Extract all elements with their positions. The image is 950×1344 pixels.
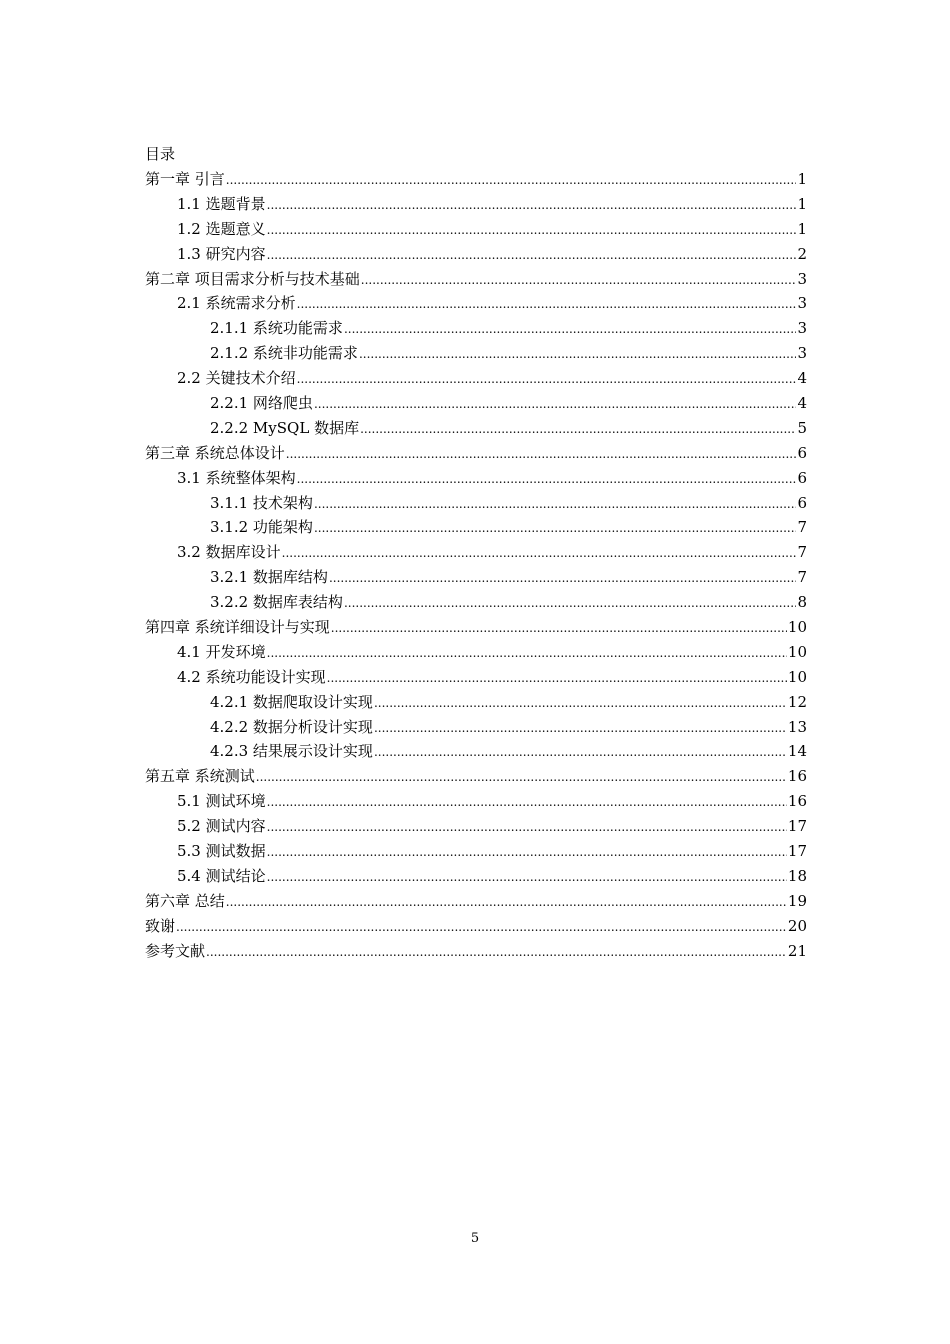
toc-entry[interactable] — [145, 416, 807, 441]
table-of-contents — [145, 167, 807, 964]
toc-entry-page: 3 — [797, 294, 807, 313]
toc-entry-label: 4.2.1 数据爬取设计实现 — [210, 692, 373, 711]
toc-entry[interactable] — [145, 789, 807, 814]
toc-entry-page: 8 — [797, 593, 807, 612]
toc-entry-label: 3.2.1 数据库结构 — [210, 568, 328, 587]
toc-entry-page: 6 — [797, 493, 807, 512]
toc-entry[interactable] — [145, 217, 807, 242]
toc-entry-label: 参考文献 — [145, 941, 206, 960]
toc-entry-page: 16 — [787, 792, 807, 811]
toc-entry[interactable] — [145, 540, 807, 565]
toc-entry[interactable] — [145, 839, 807, 864]
toc-entry[interactable] — [145, 491, 807, 516]
toc-entry[interactable] — [145, 441, 807, 466]
toc-dot-leader — [267, 865, 787, 890]
toc-entry-page: 17 — [787, 842, 807, 861]
toc-entry[interactable] — [145, 914, 807, 939]
toc-entry[interactable] — [145, 640, 807, 665]
toc-dot-leader — [226, 168, 797, 193]
toc-dot-leader — [360, 417, 796, 442]
toc-entry-label: 5.4 测试结论 — [177, 866, 266, 885]
toc-dot-leader — [286, 442, 797, 467]
toc-entry-label: 3.1.1 技术架构 — [210, 493, 313, 512]
toc-entry[interactable] — [145, 316, 807, 341]
toc-entry-label: 2.1 系统需求分析 — [177, 294, 296, 313]
toc-entry[interactable] — [145, 889, 807, 914]
toc-entry-page: 2 — [797, 244, 807, 263]
toc-dot-leader — [331, 616, 787, 641]
toc-entry-page: 1 — [797, 219, 807, 238]
toc-entry-label: 1.1 选题背景 — [177, 194, 266, 213]
toc-dot-leader — [267, 218, 797, 243]
toc-dot-leader — [314, 516, 797, 541]
toc-entry-label: 1.3 研究内容 — [177, 244, 266, 263]
toc-entry[interactable] — [145, 615, 807, 640]
toc-entry-label: 2.2.2 MySQL 数据库 — [210, 418, 360, 437]
toc-entry[interactable] — [145, 366, 807, 391]
toc-dot-leader — [267, 243, 797, 268]
toc-dot-leader — [176, 915, 787, 940]
toc-entry[interactable] — [145, 814, 807, 839]
toc-entry[interactable] — [145, 242, 807, 267]
page-number: 5 — [470, 1231, 480, 1246]
toc-entry-label: 5.2 测试内容 — [177, 817, 266, 836]
toc-entry-label: 致谢 — [145, 916, 176, 935]
toc-dot-leader — [267, 840, 787, 865]
toc-entry-page: 20 — [787, 916, 807, 935]
toc-entry-label: 第五章 系统测试 — [145, 767, 255, 786]
toc-entry-page: 10 — [787, 618, 807, 637]
toc-entry[interactable] — [145, 167, 807, 192]
toc-entry-page: 3 — [797, 319, 807, 338]
toc-entry[interactable] — [145, 565, 807, 590]
toc-entry-page: 6 — [797, 468, 807, 487]
toc-dot-leader — [206, 940, 787, 965]
toc-dot-leader — [359, 342, 797, 367]
toc-entry-label: 第一章 引言 — [145, 170, 225, 188]
toc-dot-leader — [329, 566, 797, 591]
toc-entry-page: 17 — [787, 817, 807, 836]
toc-entry-label: 2.2.1 网络爬虫 — [210, 394, 313, 413]
toc-entry[interactable] — [145, 590, 807, 615]
toc-dot-leader — [344, 317, 797, 342]
toc-entry-label: 2.1.2 系统非功能需求 — [210, 344, 358, 363]
toc-entry-label: 4.2 系统功能设计实现 — [177, 667, 326, 686]
toc-entry-page: 13 — [787, 717, 807, 736]
toc-dot-leader — [374, 740, 787, 765]
toc-entry-page: 6 — [797, 443, 807, 462]
toc-entry-label: 3.1.2 功能架构 — [210, 518, 313, 537]
toc-entry-label: 第二章 项目需求分析与技术基础 — [145, 269, 360, 288]
toc-dot-leader — [297, 467, 797, 492]
toc-entry-page: 7 — [797, 543, 807, 562]
toc-entry-label: 2.2 关键技术介绍 — [177, 369, 296, 388]
toc-entry-label: 4.1 开发环境 — [177, 642, 266, 661]
toc-dot-leader — [297, 292, 797, 317]
toc-entry-label: 3.2.2 数据库表结构 — [210, 593, 343, 612]
toc-dot-leader — [374, 691, 787, 716]
toc-dot-leader — [267, 815, 787, 840]
toc-entry-page: 21 — [787, 941, 807, 960]
toc-entry[interactable] — [145, 739, 807, 764]
toc-entry-page: 7 — [797, 568, 807, 587]
toc-entry[interactable] — [145, 192, 807, 217]
toc-entry[interactable] — [145, 939, 807, 964]
toc-entry-page: 4 — [797, 394, 807, 413]
toc-dot-leader — [226, 890, 787, 915]
toc-entry-label: 3.2 数据库设计 — [177, 543, 281, 562]
toc-entry-label: 2.1.1 系统功能需求 — [210, 319, 343, 338]
toc-dot-leader — [267, 790, 787, 815]
toc-entry-label: 3.1 系统整体架构 — [177, 468, 296, 487]
toc-dot-leader — [327, 666, 787, 691]
toc-entry-page: 1 — [797, 170, 807, 188]
toc-entry-page: 14 — [787, 742, 807, 761]
toc-entry-label: 4.2.3 结果展示设计实现 — [210, 742, 373, 761]
toc-entry[interactable] — [145, 715, 807, 740]
toc-entry-label: 第四章 系统详细设计与实现 — [145, 618, 330, 637]
toc-entry-label: 1.2 选题意义 — [177, 219, 266, 238]
toc-entry-page: 19 — [787, 891, 807, 910]
toc-entry-page: 12 — [787, 692, 807, 711]
toc-dot-leader — [344, 591, 797, 616]
toc-entry-page: 7 — [797, 518, 807, 537]
toc-entry-page: 16 — [787, 767, 807, 786]
toc-entry-page: 3 — [797, 344, 807, 363]
toc-entry[interactable] — [145, 291, 807, 316]
toc-entry[interactable] — [145, 267, 807, 292]
toc-entry[interactable] — [145, 690, 807, 715]
toc-entry[interactable] — [145, 665, 807, 690]
toc-entry-page: 10 — [787, 667, 807, 686]
toc-dot-leader — [374, 716, 787, 741]
toc-entry-page: 18 — [787, 866, 807, 885]
toc-title: 目录 — [145, 145, 176, 163]
toc-entry[interactable] — [145, 466, 807, 491]
toc-entry-label: 第六章 总结 — [145, 891, 225, 910]
toc-dot-leader — [361, 268, 797, 293]
toc-dot-leader — [256, 765, 787, 790]
toc-entry-label: 4.2.2 数据分析设计实现 — [210, 717, 373, 736]
toc-entry-label: 5.3 测试数据 — [177, 842, 266, 861]
toc-entry[interactable] — [145, 515, 807, 540]
toc-entry[interactable] — [145, 391, 807, 416]
toc-dot-leader — [314, 492, 797, 517]
toc-entry-page: 1 — [797, 194, 807, 213]
toc-dot-leader — [267, 193, 797, 218]
toc-dot-leader — [267, 641, 787, 666]
toc-dot-leader — [297, 367, 797, 392]
toc-entry[interactable] — [145, 864, 807, 889]
toc-dot-leader — [314, 392, 797, 417]
toc-entry[interactable] — [145, 764, 807, 789]
toc-entry-page: 10 — [787, 642, 807, 661]
toc-entry-page: 5 — [797, 418, 807, 437]
toc-entry-label: 5.1 测试环境 — [177, 792, 266, 811]
toc-entry-label: 第三章 系统总体设计 — [145, 443, 285, 462]
toc-entry[interactable] — [145, 341, 807, 366]
toc-entry-page: 3 — [797, 269, 807, 288]
toc-dot-leader — [282, 541, 797, 566]
toc-entry-page: 4 — [797, 369, 807, 388]
